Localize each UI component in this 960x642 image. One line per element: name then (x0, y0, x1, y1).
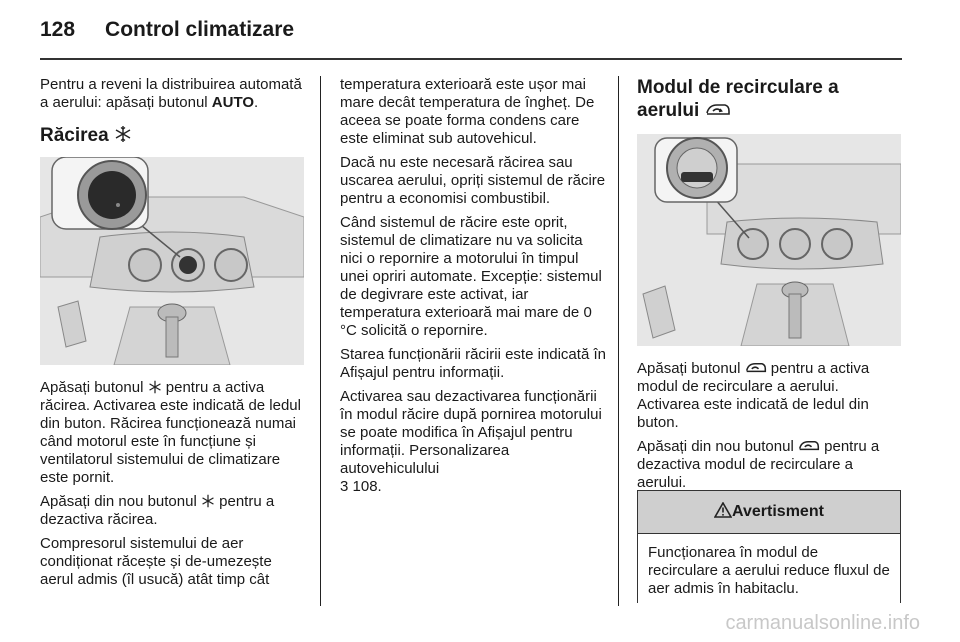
snowflake-icon (201, 494, 215, 508)
snowflake-icon (148, 380, 162, 394)
page-reference[interactable]: 108. (352, 478, 382, 495)
col2-paragraph-5: Activarea sau dezactivarea funcționării în modul răcire după pornirea motorului se poate modifica în Afișajul pentru informații. Personalizarea autovehiculului 3 108. (340, 388, 602, 495)
recirculation-icon (705, 102, 731, 118)
page-number: 128 (40, 18, 76, 41)
recirculation-button-illustration (637, 134, 901, 346)
col2-paragraph-1: temperatura exterioară este ușor mai mare decât temperatura de îngheț. De aceea se poate forma condens care este eliminat sub autovehicul. (340, 76, 595, 147)
dashboard-drawing (40, 157, 304, 365)
page-title: Control climatizare (105, 18, 295, 41)
snowflake-icon (114, 125, 132, 143)
column-divider (320, 76, 321, 606)
cooling-heading: Răcirea (40, 124, 306, 147)
recirculation-heading: Modul de recirculare a aerului (637, 77, 839, 121)
recirculation-paragraph-1: Apăsați butonul pentru a activa modul de recirculare a aerului. Activarea este indicată de ledul din buton. (637, 360, 870, 431)
column-divider (618, 76, 619, 606)
warning-title: Avertisment (732, 503, 824, 520)
col2-paragraph-2: Dacă nu este necesară răcirea sau uscarea aerului, opriți sistemul de răcire pentru a economisi combustibil. (340, 154, 606, 207)
cooling-paragraph-2: Apăsați din nou butonul pentru a dezactiva răcirea. (40, 493, 275, 528)
column-1 (40, 76, 306, 595)
cooling-button-illustration (40, 157, 304, 365)
col2-paragraph-3: Când sistemul de răcire este oprit, sistemul de climatizare nu va solicita nici o repornire a motorului în timpul unei opriri automate. Excepție: sistemul de degivrare este activat, iar temperatura exterioară mai mare de 0 °C solicită o repornire. (340, 214, 602, 339)
cooling-paragraph-1: Apăsați butonul pentru a activa răcirea. Activarea este indicată de ledul din buton. Răcirea funcționează numai când motorul este în funcțiune și ventilatorul sistemului de climatizare este pornit. (40, 379, 301, 486)
dashboard-drawing (637, 134, 901, 346)
warning-header (638, 491, 900, 534)
watermark: carmanualsonline.info (725, 612, 920, 634)
column-2 (340, 76, 608, 502)
column-3 (637, 76, 903, 498)
auto-label: AUTO (211, 94, 255, 111)
warning-text: Funcționarea în modul de recirculare a aerului reduce fluxul de aer admis în habitaclu. (648, 544, 890, 597)
recirculation-icon (798, 439, 820, 453)
col2-paragraph-4: Starea funcționării răcirii este indicată în Afișajul pentru informații. (340, 346, 606, 381)
cooling-paragraph-3: Compresorul sistemului de aer condiționat răcește și de-umezește aerul admis (îl usucă) atât timp cât (40, 535, 272, 588)
intro-paragraph: Pentru a reveni la distribuirea automată a aerului: apăsați butonul AUTO. (40, 76, 302, 111)
page-header (40, 18, 294, 42)
recirculation-paragraph-2: Apăsați din nou butonul pentru a dezactiva modul de recirculare a aerului. (637, 438, 880, 491)
recirculation-icon (745, 361, 767, 375)
header-rule (40, 58, 902, 60)
arrow-ref-icon: 3 (340, 478, 349, 495)
warning-box (637, 490, 901, 603)
warning-triangle-icon (714, 502, 732, 518)
